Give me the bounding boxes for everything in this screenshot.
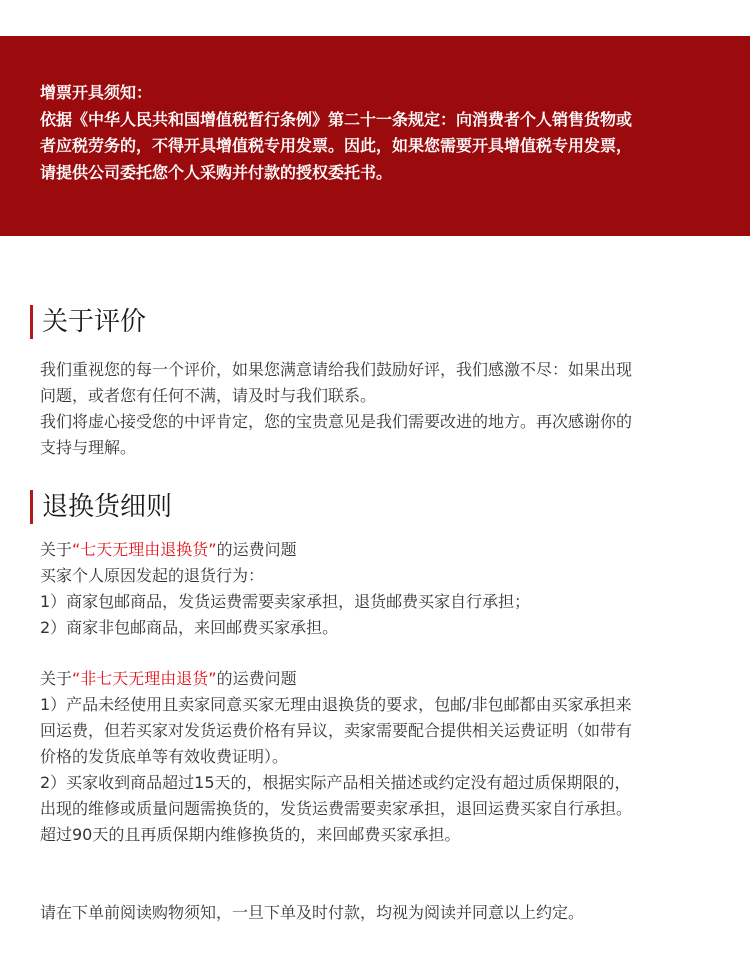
evaluation-section-title: 关于评价 (30, 305, 146, 339)
evaluation-line: 支持与理解。 (40, 438, 137, 457)
evaluation-body (40, 357, 730, 461)
rule-line: 2）商家非包邮商品，来回邮费买家承担。 (40, 618, 339, 637)
returns-section-title: 退换货细则 (30, 490, 172, 524)
seven-day-highlight: “七天无理由退换货” (72, 540, 217, 559)
footer-agreement-note: 请在下单前阅读购物须知，一旦下单及时付款，均视为阅读并同意以上约定。 (40, 903, 585, 922)
rule-line: 出现的维修或质量问题需换货的，发货运费需要卖家承担，退回运费买家自行承担。 (40, 799, 633, 818)
rule-line: 1）产品未经使用且卖家同意买家无理由退换货的要求，包邮/非包邮都由买家承担来 (40, 695, 632, 714)
non-seven-day-return-rules (40, 666, 730, 848)
heading-prefix: 关于 (40, 669, 73, 688)
rule-line: 2）买家收到商品超过15天的，根据实际产品相关描述或约定没有超过质保期限的， (40, 773, 631, 792)
evaluation-line: 我们重视您的每一个评价，如果您满意请给我们鼓励好评，我们感激不尽：如果出现 (40, 360, 633, 379)
rule-line: 超过90天的且再质保期内维修换货的，来回邮费买家承担。 (40, 825, 461, 844)
seven-day-heading (40, 537, 730, 563)
rule-line: 买家个人原因发起的退货行为： (40, 566, 265, 585)
heading-suffix: 的运费问题 (216, 669, 297, 688)
invoice-notice-heading: 增票开具须知： (40, 83, 153, 102)
heading-prefix: 关于 (40, 540, 73, 559)
rule-line: 1）商家包邮商品，发货运费需要卖家承担，退货邮费买家自行承担； (40, 592, 531, 611)
invoice-notice-line: 请提供公司委托您个人采购并付款的授权委托书。 (40, 162, 393, 182)
evaluation-line: 我们将虚心接受您的中评肯定，您的宝贵意见是我们需要改进的地方。再次感谢你的 (40, 412, 633, 431)
invoice-notice-banner (0, 36, 750, 236)
rule-line: 价格的发货底单等有效收费证明）。 (40, 747, 289, 766)
heading-suffix: 的运费问题 (216, 540, 297, 559)
invoice-notice-line: 依据《中华人民共和国增值税暂行条例》第二十一条规定：向消费者个人销售货物或 (40, 109, 633, 129)
non-seven-day-heading (40, 666, 730, 692)
non-seven-day-highlight: “非七天无理由退货” (72, 669, 217, 688)
seven-day-return-rules (40, 537, 730, 641)
invoice-notice-line: 者应税劳务的，不得开具增值税专用发票。因此，如果您需要开具增值税专用发票， (40, 136, 633, 155)
rule-line: 回运费，但若买家对发货运费价格有异议，卖家需要配合提供相关运费证明（如带有 (40, 721, 633, 740)
evaluation-line: 问题，或者您有任何不满，请及时与我们联系。 (40, 386, 377, 405)
